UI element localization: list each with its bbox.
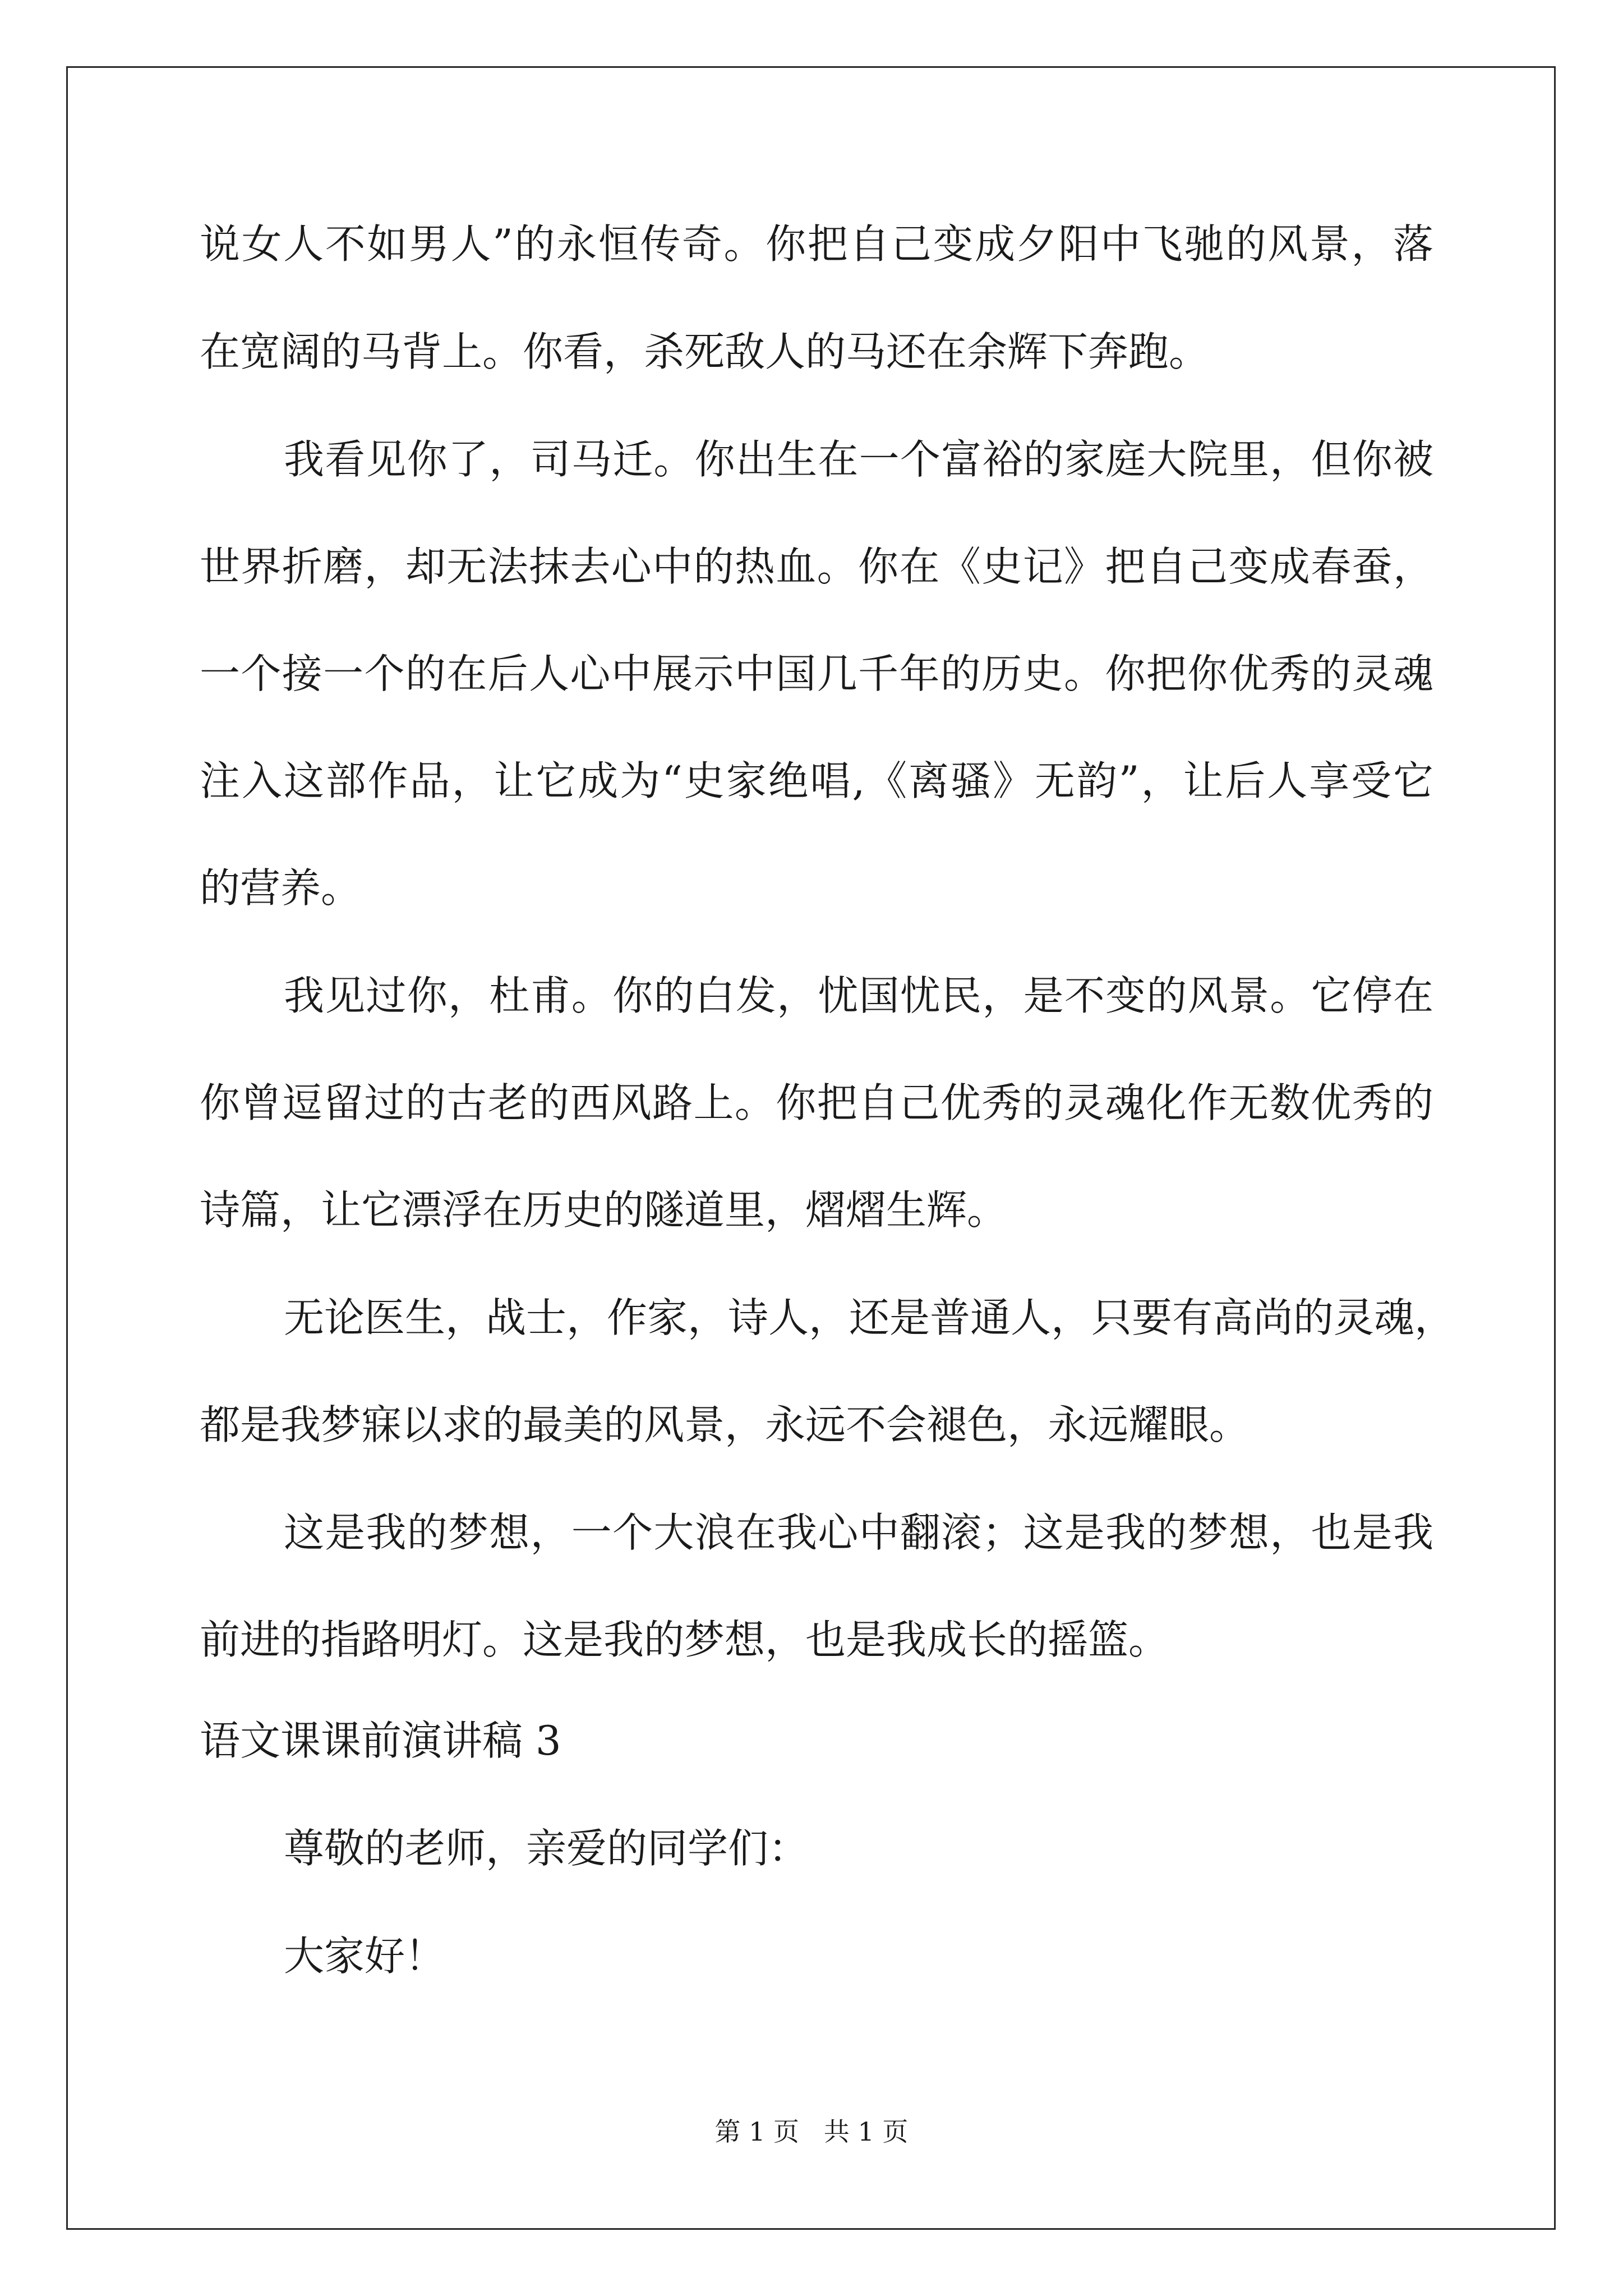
page-border <box>66 66 1556 2230</box>
text-line: 说女人不如男人”的永恒传奇。你把自己变成夕阳中飞驰的风景，落 <box>200 220 1433 268</box>
paragraph-start-line: 我看见你了，司马迁。你出生在一个富裕的家庭大院里，但你被 <box>284 436 1433 483</box>
text-line: 都是我梦寐以求的最美的风景，永远不会褪色，永远耀眼。 <box>200 1401 1250 1448</box>
section-heading: 语文课课前演讲稿 3 <box>200 1717 561 1764</box>
text-line: 世界折磨，却无法抹去心中的热血。你在《史记》把自己变成春蚕， <box>200 543 1433 590</box>
text-line: 诗篇，让它漂浮在历史的隧道里，熠熠生辉。 <box>200 1186 1008 1234</box>
paragraph-start-line: 无论医生，战士，作家，诗人，还是普通人，只要有高尚的灵魂， <box>284 1294 1455 1341</box>
text-line: 一个接一个的在后人心中展示中国几千年的历史。你把你优秀的灵魂 <box>200 650 1433 697</box>
salutation: 尊敬的老师，亲爱的同学们： <box>284 1825 809 1872</box>
text-line: 在宽阔的马背上。你看，杀死敌人的马还在余辉下奔跑。 <box>200 328 1210 375</box>
paragraph-start-line: 这是我的梦想，一个大浪在我心中翻滚；这是我的梦想，也是我 <box>284 1509 1433 1556</box>
greeting: 大家好！ <box>284 1932 446 1980</box>
text-line: 你曾逗留过的古老的西风路上。你把自己优秀的灵魂化作无数优秀的 <box>200 1079 1433 1126</box>
page-number-footer: 第 1 页 共 1 页 <box>714 2116 909 2147</box>
text-line: 的营养。 <box>200 864 362 912</box>
paragraph-start-line: 我见过你，杜甫。你的白发，忧国忧民，是不变的风景。它停在 <box>284 972 1433 1019</box>
text-line: 注入这部作品，让它成为“史家绝唱,《离骚》无韵”，让后人享受它 <box>200 757 1433 804</box>
text-line: 前进的指路明灯。这是我的梦想，也是我成长的摇篮。 <box>200 1616 1169 1663</box>
